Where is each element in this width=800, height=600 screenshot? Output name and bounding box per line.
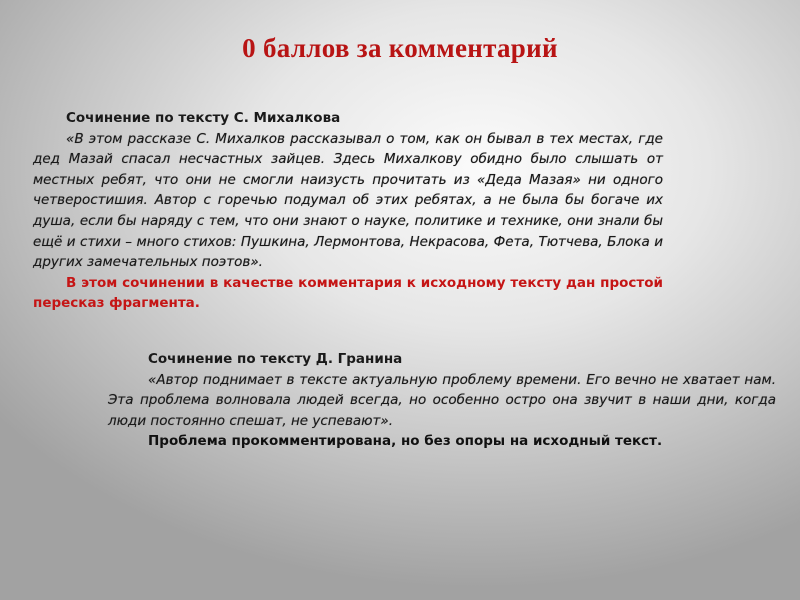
example2-heading: Сочинение по тексту Д. Гранина <box>148 351 403 367</box>
example1-verdict: В этом сочинении в качестве комментария к исходному тексту дан простой пересказ фрагмента. <box>33 274 663 312</box>
example1-quote: «В этом рассказе С. Михалков рассказывал о том, как он бывал в тех местах, где дед Мазай спасал несчастных зайцев. Здесь Михалкову обидно было слышать от местных ребят, что они не смогли наизусть прочитать из «Деда Мазая» ни одного четверостишия. Автор с горечью подумал об этих ребятах, а не была бы богаче их душа, если бы наряду с тем, что они знают о науке, политике и технике, они знали бы ещё и стихи – много стихов: Пушкина, Лермонтова, Некрасова, Фета, Тютчева, Блока и других замечательных поэтов». <box>33 130 663 271</box>
example-granin <box>108 349 776 452</box>
example2-quote: «Автор поднимает в тексте актуальную проблему времени. Его вечно не хватает нам. Эта проблема волновала людей всегда, но особенно остро она звучит в наши дни, когда люди постоянно спешат, не успевают». <box>108 371 776 429</box>
slide-title: 0 баллов за комментарий <box>242 33 558 63</box>
example-mikhalkov <box>33 108 663 314</box>
example1-heading: Сочинение по тексту С. Михалкова <box>66 110 341 126</box>
example2-verdict: Проблема прокомментирована, но без опоры на исходный текст. <box>148 433 663 450</box>
